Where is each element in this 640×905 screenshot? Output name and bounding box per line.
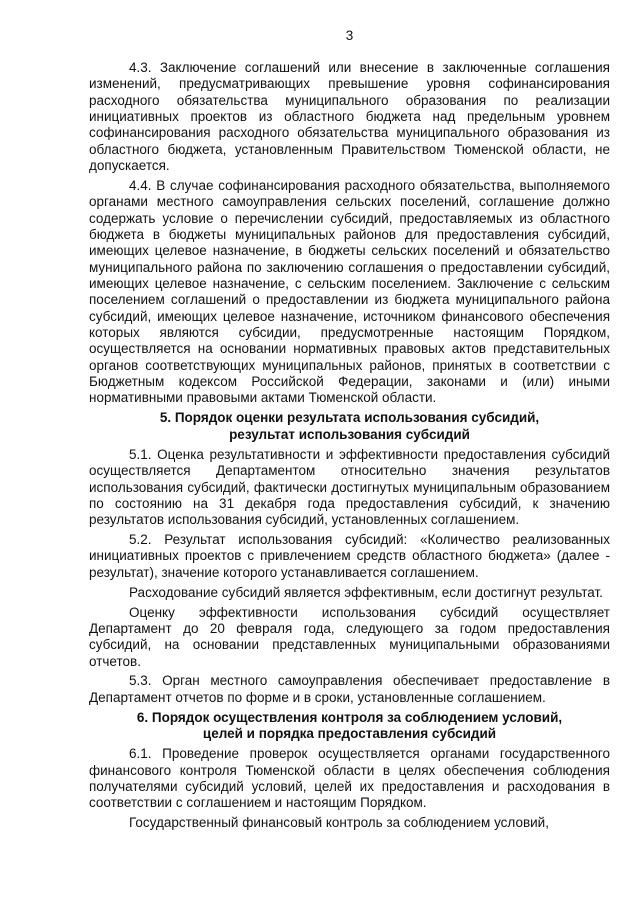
section-5-title-line-2: результат использования субсидий — [229, 426, 470, 442]
section-5-title — [89, 410, 610, 443]
paragraph-evaluation: Оценку эффективности использования субсидий осуществляет Департамент до 20 февраля года, следующего за годом предоставления субсидий, на основании представленных муниципальными образованиями отчетов. — [89, 604, 610, 669]
page-number: 3 — [345, 28, 354, 43]
section-6-title-line-1: 6. Порядок осуществления контроля за соблюдением условий, — [136, 709, 563, 725]
section-5-title-line-1: 5. Порядок оценки результата использования субсидий, — [159, 410, 540, 426]
paragraph-4-3: 4.3. Заключение соглашений или внесение в заключенные соглашения изменений, предусматривающих превышение уровня софинансирования расходного обязательства муниципального образования по реализации инициативных проектов из областного бюджета над предельным уровнем софинансирования расходного обязательства муниципального образования из областного бюджета, установленным Правительством Тюменской области, не допускается. — [89, 60, 610, 174]
paragraph-state-control: Государственный финансовый контроль за соблюдением условий, — [129, 815, 549, 831]
paragraph-5-3: 5.3. Орган местного самоуправления обеспечивает предоставление в Департамент отчетов по форме и в сроки, установленные соглашением. — [89, 673, 610, 705]
section-6-title — [89, 710, 610, 743]
paragraph-5-2: 5.2. Результат использования субсидий: «Количество реализованных инициативных проектов с привлечением средств областного бюджета» (далее - результат), значение которого устанавливается соглашением. — [89, 532, 610, 580]
section-6-title-line-2: целей и порядка предоставления субсидий — [202, 725, 497, 741]
paragraph-efficiency: Расходование субсидий является эффективным, если достигнут результат. — [129, 584, 603, 600]
document-page — [89, 28, 610, 835]
paragraph-4-4: 4.4. В случае софинансирования расходного обязательства, выполняемого органами местного самоуправления сельских поселений, соглашение должно содержать условие о перечислении субсидий, предоставляемых из областного бюджета в бюджеты муниципальных районов для предоставления субсидий, имеющих целевое назначение, в бюджеты сельских поселений и обязательство муниципального района по заключению соглашения о предоставлении субсидий, имеющих целевое назначение, с сельским поселением. Заключение с сельским поселением соглашений о предоставлении из бюджета муниципального района субсидий, имеющих целевое назначение, источником финансового обеспечения которых являются субсидии, предусмотренные настоящим Порядком, осуществляется на основании нормативных правовых актов представительных органов соответствующих муниципальных районов, принятых в соответствии с Бюджетным кодексом Российской Федерации, законами и (или) иными нормативными правовыми актами Тюменской области. — [89, 177, 610, 406]
paragraph-5-1: 5.1. Оценка результативности и эффективности предоставления субсидий осуществляется Департаментом относительно значения результатов использования субсидий, фактически достигнутых муниципальным образованием по состоянию на 31 декабря года предоставления субсидий, к значению результатов использования субсидий, установленных соглашением. — [89, 446, 610, 528]
paragraph-6-1: 6.1. Проведение проверок осуществляется органами государственного финансового контроля Тюменской области в целях обеспечения соблюдения получателями субсидий условий, целей их предоставления и расходования в соответствии с соглашением и настоящим Порядком. — [89, 746, 610, 811]
